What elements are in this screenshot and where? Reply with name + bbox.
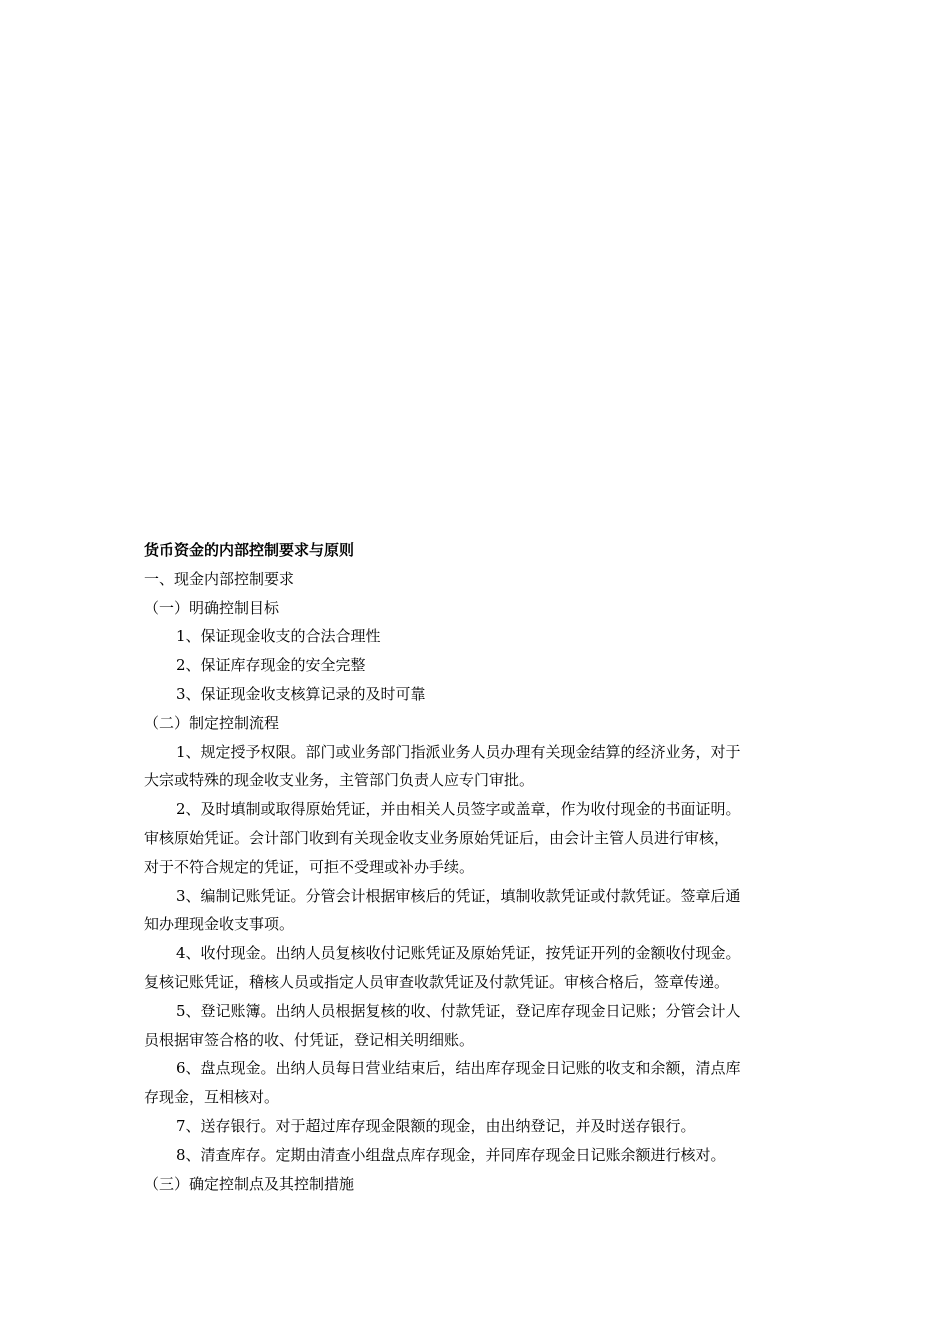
- list-item: 1、保证现金收支的合法合理性: [176, 627, 381, 646]
- paragraph-line: 2、及时填制或取得原始凭证，并由相关人员签字或盖章，作为收付现金的书面证明。: [176, 800, 741, 819]
- document-body: [144, 536, 808, 1198]
- paragraph-line: 审核原始凭证。会计部门收到有关现金收支业务原始凭证后，由会计主管人员进行审核，: [144, 828, 730, 847]
- paragraph: [144, 1141, 808, 1170]
- section-heading: 一、现金内部控制要求: [144, 569, 295, 588]
- paragraph-line: 6、盘点现金。出纳人员每日营业结束后，结出库存现金日记账的收支和余额，清点库: [176, 1059, 741, 1078]
- paragraph-line: 员根据审签合格的收、付凭证，登记相关明细账。: [144, 1030, 475, 1049]
- list-item: 3、保证现金收支核算记录的及时可靠: [176, 684, 426, 703]
- paragraph-line: 大宗或特殊的现金收支业务，主管部门负责人应专门审批。: [144, 771, 535, 790]
- paragraph-line: 7、送存银行。对于超过库存现金限额的现金，由出纳登记，并及时送存银行。: [176, 1116, 696, 1135]
- paragraph-line: 对于不符合规定的凭证，可拒不受理或补办手续。: [144, 857, 475, 876]
- subsection-heading: （一）明确控制目标: [144, 598, 280, 617]
- subsection-heading: （三）确定控制点及其控制措施: [144, 1174, 355, 1193]
- paragraph: [144, 997, 808, 1055]
- paragraph-line: 复核记账凭证，稽核人员或指定人员审查收款凭证及付款凭证。审核合格后，签章传递。: [144, 972, 730, 991]
- paragraph-line: 5、登记账簿。出纳人员根据复核的收、付款凭证，登记库存现金日记账；分管会计人: [176, 1001, 741, 1020]
- paragraph: [144, 939, 808, 997]
- paragraph: [144, 1112, 808, 1141]
- paragraph: [144, 738, 808, 796]
- paragraph-line: 存现金，互相核对。: [144, 1088, 280, 1107]
- paragraph-line: 4、收付现金。出纳人员复核收付记账凭证及原始凭证，按凭证开列的金额收付现金。: [176, 944, 741, 963]
- paragraph: [144, 795, 808, 881]
- paragraph-line: 1、规定授予权限。部门或业务部门指派业务人员办理有关现金结算的经济业务，对于: [176, 742, 741, 761]
- list-item: 2、保证库存现金的安全完整: [176, 656, 366, 675]
- paragraph-line: 3、编制记账凭证。分管会计根据审核后的凭证，填制收款凭证或付款凭证。签章后通: [176, 886, 741, 905]
- paragraph-line: 8、清查库存。定期由清查小组盘点库存现金，并同库存现金日记账余额进行核对。: [176, 1145, 726, 1164]
- paragraph-line: 知办理现金收支事项。: [144, 915, 295, 934]
- paragraph: [144, 1054, 808, 1112]
- subsection-heading: （二）制定控制流程: [144, 713, 280, 732]
- paragraph: [144, 882, 808, 940]
- document-title: 货币资金的内部控制要求与原则: [144, 541, 355, 559]
